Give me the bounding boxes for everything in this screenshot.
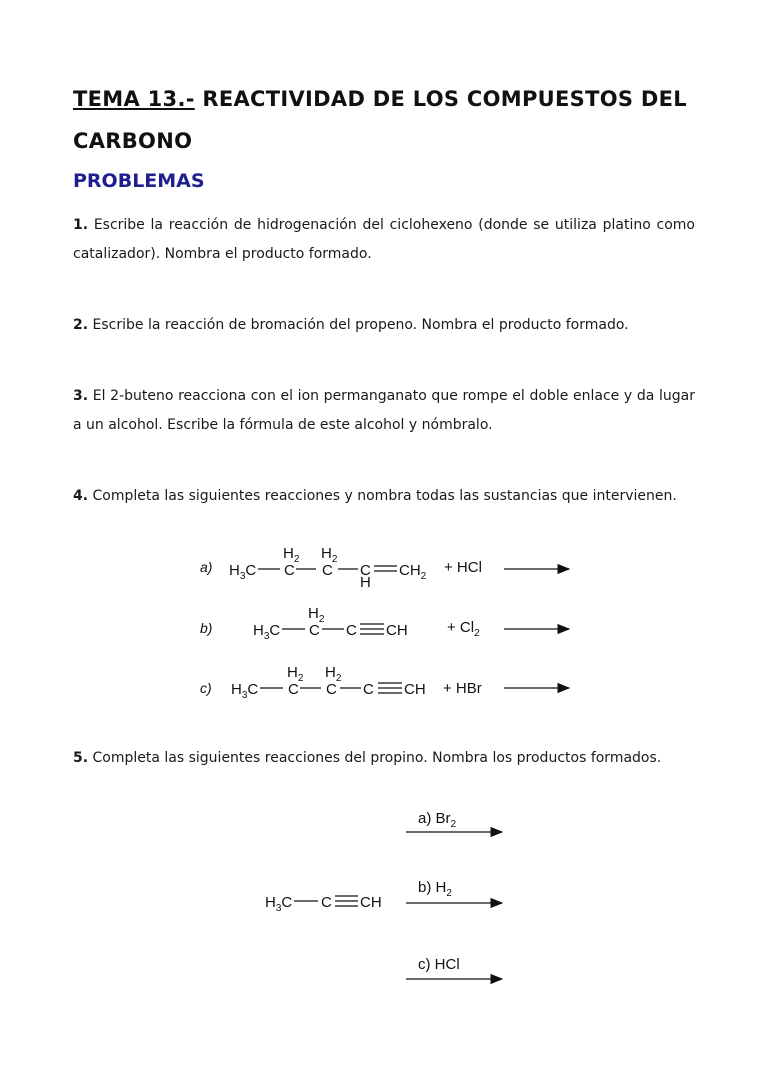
- carbon: C: [284, 562, 295, 579]
- hydrogen: H: [360, 574, 371, 591]
- carbon: C: [288, 681, 299, 698]
- subscript: 2: [318, 614, 325, 625]
- group-ch: CH: [386, 622, 408, 639]
- group-ch: CH: [404, 681, 426, 698]
- reagent-b: [418, 879, 452, 899]
- group-h3c: [265, 894, 292, 914]
- carbon: C: [360, 562, 371, 579]
- reaction-4c: [200, 664, 569, 701]
- carbon: C: [346, 622, 357, 639]
- group-ch2: [399, 562, 427, 582]
- subscript: 2: [420, 571, 427, 582]
- subscript: 2: [331, 554, 338, 565]
- subscript: 2: [293, 554, 300, 565]
- carbon: C: [309, 622, 320, 639]
- reaction-4a: [200, 545, 569, 591]
- section-heading: PROBLEMAS: [73, 170, 205, 192]
- group-h3c: [231, 681, 258, 701]
- atom: H: [287, 664, 298, 681]
- carbon: C: [363, 681, 374, 698]
- group-h3c: [229, 562, 256, 582]
- subscript: 2: [446, 888, 452, 899]
- reaction-label: b): [200, 620, 213, 636]
- atom: H: [265, 894, 276, 911]
- subscript: 3: [239, 571, 246, 582]
- atom: H: [253, 622, 264, 639]
- reagent-c: c) HCl: [418, 956, 460, 973]
- problem-number: 4.: [73, 488, 89, 504]
- atom: H: [283, 545, 294, 562]
- atom: CH: [399, 562, 421, 579]
- problem-number: 3.: [73, 388, 89, 404]
- reaction-label: a): [200, 559, 213, 575]
- atom: H: [231, 681, 242, 698]
- problem-number: 2.: [73, 317, 89, 333]
- carbon: C: [322, 562, 333, 579]
- reagent: + HBr: [443, 680, 482, 697]
- reagent: [447, 619, 480, 639]
- atom: C: [269, 622, 281, 639]
- subscript: 3: [241, 690, 248, 701]
- atom: C: [245, 562, 257, 579]
- reaction-label: c): [200, 680, 212, 696]
- atom: H: [308, 605, 319, 622]
- atom: C: [247, 681, 259, 698]
- problem-text: El 2-buteno reacciona con el ion permanganato que rompe el doble enlace y da lugar a un alcohol. Escribe la fórmula de este alcohol y nómbralo.: [73, 388, 696, 433]
- reagent-text: a) Br: [418, 810, 451, 827]
- problem-text: Completa las siguientes reacciones y nombra todas las sustancias que intervienen.: [92, 488, 677, 504]
- problem-number: 5.: [73, 750, 89, 766]
- subscript: 2: [474, 628, 480, 639]
- subscript: 3: [275, 903, 282, 914]
- carbon: C: [326, 681, 337, 698]
- title-number: TEMA 13.-: [73, 87, 195, 111]
- reaction-5: [265, 810, 502, 979]
- problem-text: Completa las siguientes reacciones del propino. Nombra los productos formados.: [92, 750, 662, 766]
- subscript: 3: [263, 631, 270, 642]
- reagent-text: + Cl: [447, 619, 475, 636]
- carbon: C: [321, 894, 332, 911]
- group-ch: CH: [360, 894, 382, 911]
- reagent: + HCl: [444, 559, 482, 576]
- reaction-4b: [200, 605, 569, 642]
- atom: H: [229, 562, 240, 579]
- subscript: 2: [335, 673, 342, 684]
- atom: H: [321, 545, 332, 562]
- problem-text: Escribe la reacción de bromación del propeno. Nombra el producto formado.: [92, 317, 629, 333]
- subscript: 2: [450, 819, 457, 830]
- title-text: REACTIVIDAD DE LOS COMPUESTOS DEL CARBONO: [73, 87, 687, 153]
- reagent-a: [418, 810, 457, 830]
- problem-number: 1.: [73, 217, 89, 233]
- problem-text: Escribe la reacción de hidrogenación del ciclohexeno (donde se utiliza platino como catalizador). Nombra el producto formado.: [73, 217, 695, 262]
- group-h3c: [253, 622, 280, 642]
- atom: C: [281, 894, 293, 911]
- subscript: 2: [297, 673, 304, 684]
- reagent-text: b) H: [418, 879, 447, 896]
- atom: H: [325, 664, 336, 681]
